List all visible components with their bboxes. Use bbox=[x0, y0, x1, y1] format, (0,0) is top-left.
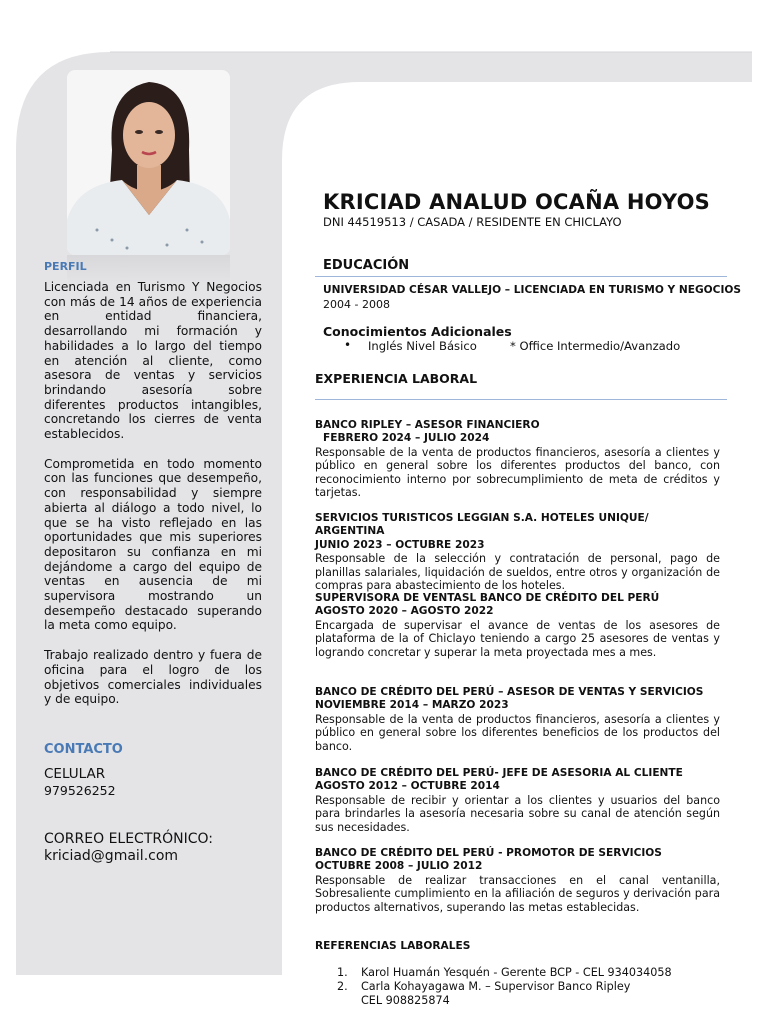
job-dates: FEBRERO 2024 – JULIO 2024 bbox=[323, 432, 490, 445]
knowledge-item-office: * Office Intermedio/Avanzado bbox=[510, 339, 681, 353]
experience-heading: EXPERIENCIA LABORAL bbox=[315, 371, 478, 386]
job-description: Responsable de la venta de productos financieros, asesoría a clientes y público en general sobre los diferentes beneficios de los productos del banco. bbox=[315, 712, 720, 753]
job-entry bbox=[315, 419, 720, 499]
ref-num: 1. bbox=[337, 966, 348, 979]
knowledge-item-english: Inglés Nivel Básico bbox=[368, 339, 477, 353]
perfil-paragraph-2: Comprometida en todo momento con las funciones que desempeño, con responsabilidad y siempre abierta al diálogo a todo nivel, lo que se ha visto reflejado en las oportunidades que mis superiores depositaron su confianza en mi dejándome a cargo del equipo de ventas en ausencia de mi supervisora mostrando un desempeño destacado superando la meta como equipo. bbox=[44, 456, 262, 633]
job-description: Responsable de la venta de productos financieros, asesoría a clientes y público en general sobre los diferentes productos del banco, con reconocimiento interno por sobrecumplimiento de meta de créditos y tarjetas. bbox=[315, 445, 720, 500]
job-entry bbox=[315, 847, 720, 914]
job-title: SUPERVISORA DE VENTASL BANCO DE CRÉDITO DEL PERÚ bbox=[315, 592, 660, 604]
job-entry bbox=[315, 512, 720, 592]
list-item bbox=[337, 980, 672, 994]
celular-label: CELULAR bbox=[44, 766, 106, 782]
candidate-subtitle: DNI 44519513 / CASADA / RESIDENTE EN CHICLAYO bbox=[323, 215, 622, 229]
job-dates: AGOSTO 2020 – AGOSTO 2022 bbox=[315, 605, 494, 618]
job-title: BANCO RIPLEY – ASESOR FINANCIERO bbox=[315, 419, 540, 431]
education-years: 2004 - 2008 bbox=[323, 298, 390, 311]
perfil-text bbox=[44, 280, 262, 722]
job-entry bbox=[315, 767, 720, 834]
experience-rule bbox=[315, 399, 727, 400]
references-heading: REFERENCIAS LABORALES bbox=[315, 940, 471, 952]
celular-value: 979526252 bbox=[44, 783, 116, 798]
education-degree: UNIVERSIDAD CÉSAR VALLEJO – LICENCIADA EN TURISMO Y NEGOCIOS bbox=[323, 284, 742, 296]
list-item bbox=[337, 994, 672, 1008]
education-heading: EDUCACIÓN bbox=[323, 258, 410, 273]
correo-value[interactable]: kriciad@gmail.com bbox=[44, 848, 179, 864]
job-dates: OCTUBRE 2008 – JULIO 2012 bbox=[315, 860, 483, 873]
job-description: Responsable de recibir y orientar a los clientes y usuarios del banco para brindarles la asesoría necesaria sobre su canal de atención según sus necesidades. bbox=[315, 793, 720, 834]
job-entry bbox=[315, 686, 720, 753]
job-description: Encargada de supervisar el avance de ventas de los asesores de plataforma de la of Chiclayo teniendo a cargo 25 asesores de ventas y logrando concretar y superar la meta proyectada mes a mes. bbox=[315, 618, 720, 659]
job-title: BANCO DE CRÉDITO DEL PERÚ- JEFE DE ASESORIA AL CLIENTE bbox=[315, 767, 683, 779]
list-item bbox=[337, 966, 672, 980]
knowledge-heading: Conocimientos Adicionales bbox=[323, 324, 512, 339]
ref-num: 2. bbox=[337, 980, 348, 993]
education-rule bbox=[315, 276, 727, 277]
contacto-heading: CONTACTO bbox=[44, 742, 123, 757]
correo-label: CORREO ELECTRÓNICO: bbox=[44, 831, 213, 847]
ref-text: Karol Huamán Yesquén - Gerente BCP - CEL 934034058 bbox=[361, 966, 672, 979]
job-title: BANCO DE CRÉDITO DEL PERÚ - PROMOTOR DE SERVICIOS bbox=[315, 847, 662, 859]
perfil-heading: PERFIL bbox=[44, 260, 87, 273]
knowledge-bullet: • bbox=[344, 338, 352, 352]
profile-photo bbox=[67, 70, 230, 255]
job-description: Responsable de la selección y contratación de personal, pago de planillas salariales, liquidación de sueldos, entre otros y organización de compras para abastecimiento de los hoteles. bbox=[315, 552, 720, 593]
job-description: Responsable de realizar transacciones en el canal ventanilla, Sobresaliente cumplimiento en la afiliación de seguros y derivación para productos alternativos, superando las metas establecidas. bbox=[315, 873, 720, 914]
job-entry bbox=[315, 592, 720, 659]
job-title: SERVICIOS TURISTICOS LEGGIAN S.A. HOTELES UNIQUE/ ARGENTINA bbox=[315, 512, 649, 538]
job-dates: JUNIO 2023 – OCTUBRE 2023 bbox=[315, 538, 485, 551]
job-title: BANCO DE CRÉDITO DEL PERÚ – ASESOR DE VENTAS Y SERVICIOS bbox=[315, 686, 704, 698]
job-dates: NOVIEMBRE 2014 – MARZO 2023 bbox=[315, 699, 509, 712]
perfil-paragraph-1: Licenciada en Turismo Y Negocios con más de 14 años de experiencia en entidad financiera, desarrollando mi formación y habilidades a lo largo del tiempo en atención al cliente, como asesora de ventas y servicios brindando asesoría sobre diferentes productos intangibles, concretando los cierres de venta establecidos. bbox=[44, 280, 262, 442]
perfil-paragraph-3: Trabajo realizado dentro y fuera de oficina para el logro de los objetivos comerciales individuales y de equipo. bbox=[44, 648, 262, 707]
ref-text: Carla Kohayagawa M. – Supervisor Banco Ripley bbox=[361, 980, 631, 993]
candidate-name: KRICIAD ANALUD OCAÑA HOYOS bbox=[323, 190, 710, 214]
references-list bbox=[337, 966, 672, 1008]
ref-text: CEL 908825874 bbox=[361, 994, 450, 1007]
job-dates: AGOSTO 2012 – OCTUBRE 2014 bbox=[315, 780, 500, 793]
